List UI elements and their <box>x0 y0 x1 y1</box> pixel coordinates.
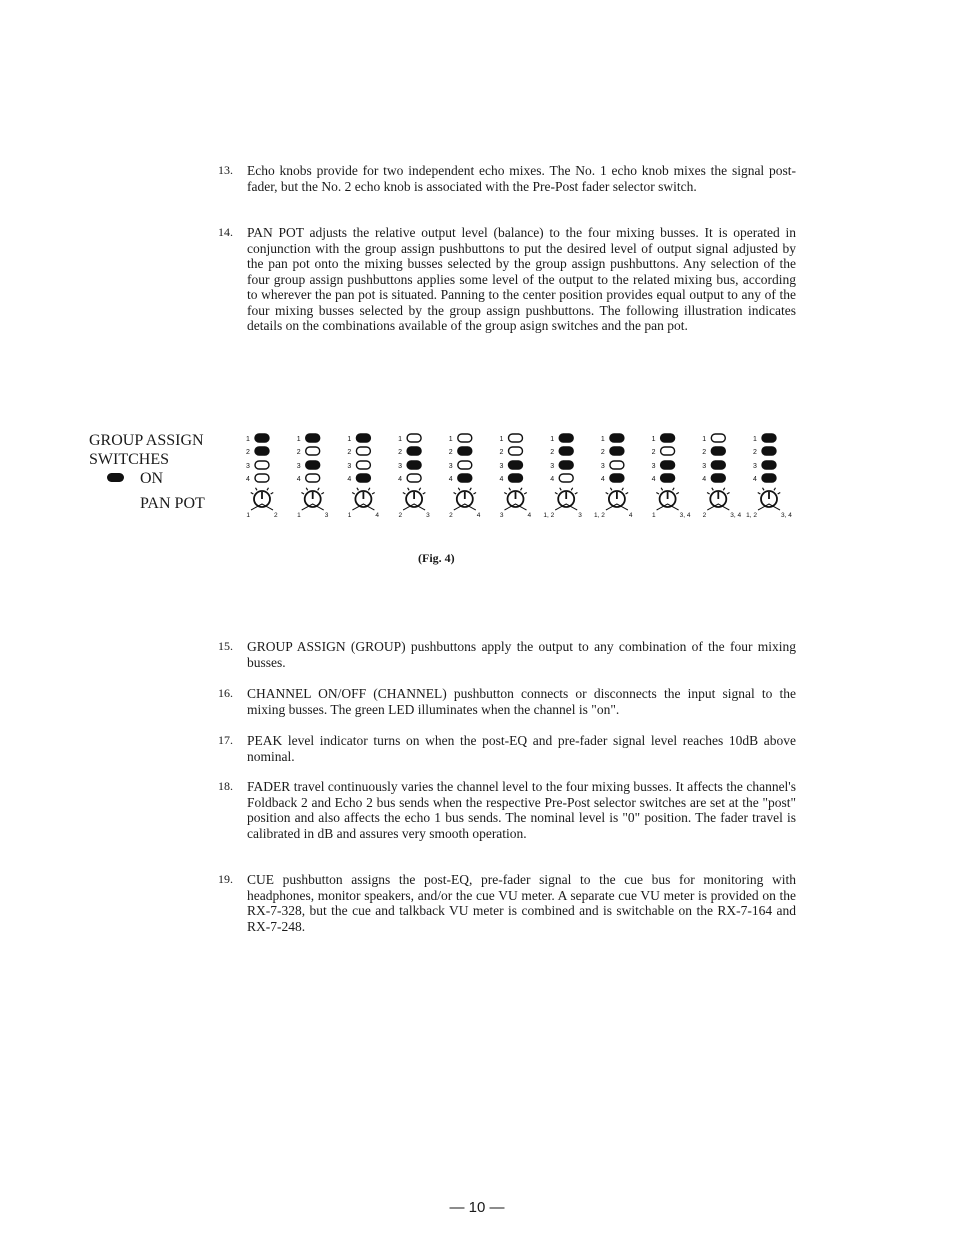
group-switch-on <box>610 434 624 442</box>
item-number: 13. <box>218 163 233 177</box>
group-switch-on <box>255 434 269 442</box>
button-number: 1 <box>246 436 250 443</box>
button-number: 4 <box>550 476 555 483</box>
button-number: 3 <box>296 463 301 470</box>
group-switch-off <box>306 447 320 455</box>
button-number: 4 <box>753 476 757 483</box>
item-number: 15. <box>218 639 233 653</box>
button-number: 3 <box>600 463 605 470</box>
button-number: 3 <box>448 463 453 470</box>
group-switch-off <box>661 447 675 455</box>
group-switch-off <box>610 461 624 469</box>
button-number: 3 <box>550 463 555 470</box>
pan-pot-tick <box>723 488 725 491</box>
pan-pot-tick <box>403 493 406 495</box>
button-number: 4 <box>398 476 403 483</box>
legend-line-2: SWITCHES <box>89 451 169 468</box>
pan-right-label: 3, 4 <box>679 512 691 519</box>
button-number: 3 <box>753 463 757 470</box>
button-number: 2 <box>246 449 250 456</box>
pan-left-label: 1 <box>347 512 352 519</box>
pan-pot-tick <box>504 493 507 495</box>
pan-pot-tick <box>575 493 578 495</box>
group-switch-off <box>559 474 573 482</box>
pan-pot-tick <box>763 488 765 491</box>
group-switch-off <box>356 461 370 469</box>
item-number: 17. <box>218 733 233 747</box>
button-number: 1 <box>398 436 403 443</box>
pan-pot-tick <box>676 493 679 495</box>
pan-pot-tick <box>357 488 359 491</box>
pan-right-label: 4 <box>375 512 380 519</box>
pan-pot-tick <box>774 488 776 491</box>
group-switch-on <box>306 434 320 442</box>
pan-pot-tick <box>521 488 523 491</box>
pan-pot-tick <box>626 493 629 495</box>
button-number: 2 <box>499 449 504 456</box>
button-number: 1 <box>753 436 757 443</box>
button-number: 2 <box>651 449 656 456</box>
pan-pot-tick <box>454 493 457 495</box>
pan-left-label: 2 <box>702 512 707 519</box>
pan-pot-tick <box>610 488 612 491</box>
item-13 <box>218 163 796 194</box>
pan-pot-tick <box>256 488 258 491</box>
group-switch-off <box>255 474 269 482</box>
item-number: 18. <box>218 779 233 793</box>
group-switch-off <box>458 461 472 469</box>
button-number: 4 <box>702 476 707 483</box>
item-text: CHANNEL ON/OFF (CHANNEL) pushbutton connects or disconnects the input signal to the mixing busses. The green LED illuminates when the channel is "on". <box>247 686 796 717</box>
legend-group-assign <box>89 431 204 469</box>
button-number: 2 <box>398 449 403 456</box>
button-number: 3 <box>398 463 403 470</box>
group-switch-on <box>458 474 472 482</box>
pan-pot-tick <box>622 488 624 491</box>
button-number: 3 <box>246 463 250 470</box>
group-switch-off <box>711 434 725 442</box>
pan-right-label: 3 <box>578 512 582 519</box>
group-switch-on <box>255 447 269 455</box>
item-text: PAN POT adjusts the relative output level (balance) to the four mixing busses. It is operated in conjunction with the group assign pushbuttons to put the desired level of output signal adjusted by the pan pot onto the mixing busses selected by the group assign pushbuttons. Any selection of the four group assign pushbuttons applies some level of the output to the related mixing bus, according to wherever the pan pot is situated. Panning to the center position provides equal output to any of the four mixing busses selected by the group assign pushbuttons. The following illustration indicates details on the combinations available of the group asign switches and the pan pot. <box>247 225 796 333</box>
pan-pot-tick <box>419 488 421 491</box>
pan-pot-tick <box>318 488 320 491</box>
pan-pot-tick <box>712 488 714 491</box>
group-switch-on <box>762 447 776 455</box>
group-switch-on <box>306 461 320 469</box>
button-number: 3 <box>651 463 656 470</box>
pan-pot-tick <box>458 488 460 491</box>
pan-right-label: 4 <box>628 512 633 519</box>
group-switch-off <box>509 434 523 442</box>
group-switch-on <box>559 447 573 455</box>
pan-right-label: 3 <box>426 512 430 519</box>
group-switch-on <box>356 474 370 482</box>
button-number: 1 <box>347 436 352 443</box>
item-number: 19. <box>218 872 233 886</box>
pan-pot-tick <box>661 488 663 491</box>
legend-pan-pot: PAN POT <box>140 495 205 512</box>
pan-left-label: 1, 2 <box>594 512 605 519</box>
group-switch-on <box>762 461 776 469</box>
pan-pot-tick <box>555 493 558 495</box>
pan-left-label: 2 <box>398 512 403 519</box>
button-number: 4 <box>499 476 504 483</box>
button-number: 2 <box>550 449 555 456</box>
item-number: 16. <box>218 686 233 700</box>
pan-right-label: 3, 4 <box>730 512 742 519</box>
button-number: 4 <box>448 476 453 483</box>
button-number: 4 <box>651 476 656 483</box>
item-text: FADER travel continuously varies the channel level to the four mixing busses. It affects the channel's Foldback 2 and Echo 2 bus sends when the respective Pre-Post selector switches are set at the "post" position and also affects the echo 1 bus sends. The nominal level is "0" position. The fader travel is calibrated in dB and assures very smooth operation. <box>247 779 796 841</box>
group-switch-on <box>559 434 573 442</box>
group-switch-on <box>356 434 370 442</box>
group-switch-off <box>407 434 421 442</box>
pan-pot-tick <box>372 493 375 495</box>
button-number: 4 <box>600 476 605 483</box>
pan-pot-tick <box>673 488 675 491</box>
pan-right-label: 2 <box>274 512 278 519</box>
pan-left-label: 1 <box>651 512 656 519</box>
button-number: 1 <box>702 436 707 443</box>
pan-pot-tick <box>368 488 370 491</box>
button-number: 2 <box>448 449 453 456</box>
group-switch-on <box>559 461 573 469</box>
pan-right-label: 4 <box>476 512 481 519</box>
button-number: 3 <box>702 463 707 470</box>
pan-pot-tick <box>271 493 274 495</box>
pan-left-label: 1, 2 <box>746 512 757 519</box>
pan-pot-tick <box>306 488 308 491</box>
button-number: 2 <box>296 449 301 456</box>
button-number: 2 <box>753 449 757 456</box>
pan-pot-tick <box>606 493 609 495</box>
pan-pot-tick <box>758 493 761 495</box>
pan-pot-tick <box>524 493 527 495</box>
pan-pot-tick <box>560 488 562 491</box>
group-switch-on <box>762 474 776 482</box>
group-switch-off <box>356 447 370 455</box>
pan-pot-tick <box>423 493 426 495</box>
group-switch-on <box>711 461 725 469</box>
pan-left-label: 2 <box>449 512 453 519</box>
group-switch-on <box>509 474 523 482</box>
pan-pot-tick <box>509 488 511 491</box>
pan-pot-tick <box>251 493 254 495</box>
item-14 <box>218 225 796 334</box>
group-switch-on <box>610 447 624 455</box>
pan-left-label: 1, 2 <box>543 512 555 519</box>
pan-right-label: 3, 4 <box>781 512 792 519</box>
pan-right-label: 4 <box>527 512 532 519</box>
item-text: CUE pushbutton assigns the post-EQ, pre-fader signal to the cue bus for monitoring with headphones, monitor speakers, and/or the cue VU meter. A separate cue VU meter is provided on the RX-7-328, but the cue and talkback VU meter is combined and is switchable on the RX-7-164 and RX-7-248. <box>247 872 796 934</box>
pan-pot-tick <box>571 488 573 491</box>
pan-left-label: 1 <box>297 512 301 519</box>
item-text: PEAK level indicator turns on when the post-EQ and pre-fader signal level reaches 10dB above nominal. <box>247 733 796 764</box>
item-17 <box>218 733 796 764</box>
figure-caption: (Fig. 4) <box>418 551 455 565</box>
pan-pot-tick <box>473 493 476 495</box>
on-indicator-icon <box>107 473 124 482</box>
button-number: 1 <box>550 436 555 443</box>
group-switch-on <box>661 461 675 469</box>
item-15 <box>218 639 796 670</box>
group-switch-on <box>711 474 725 482</box>
pan-pot-tick <box>408 488 410 491</box>
pan-pot-tick <box>470 488 472 491</box>
button-number: 1 <box>296 436 301 443</box>
item-19 <box>218 872 796 934</box>
button-number: 4 <box>296 476 301 483</box>
legend-line-1: GROUP ASSIGN <box>89 432 204 449</box>
group-switch-on <box>407 447 421 455</box>
group-switch-on <box>509 461 523 469</box>
item-18 <box>218 779 796 841</box>
group-switch-on <box>610 474 624 482</box>
button-number: 1 <box>600 436 605 443</box>
item-text: Echo knobs provide for two independent echo mixes. The No. 1 echo knob mixes the signal post-fader, but the No. 2 echo knob is associated with the Pre-Post fader selector switch. <box>247 163 796 194</box>
item-16 <box>218 686 796 717</box>
group-switch-on <box>762 434 776 442</box>
group-switch-off <box>255 461 269 469</box>
pan-left-label: 3 <box>499 512 504 519</box>
group-switch-off <box>407 474 421 482</box>
group-switch-off <box>306 474 320 482</box>
group-switch-on <box>711 447 725 455</box>
group-switch-on <box>407 461 421 469</box>
page-number: — 10 — <box>449 1199 505 1216</box>
pan-pot-tick <box>656 493 659 495</box>
button-number: 1 <box>448 436 453 443</box>
group-switch-off <box>509 447 523 455</box>
group-switch-on <box>661 474 675 482</box>
button-number: 3 <box>499 463 504 470</box>
group-switch-off <box>458 434 472 442</box>
button-number: 2 <box>600 449 605 456</box>
button-number: 1 <box>499 436 504 443</box>
pan-pot-tick <box>352 493 355 495</box>
legend-on: ON <box>140 470 164 487</box>
button-number: 1 <box>651 436 656 443</box>
button-number: 3 <box>347 463 352 470</box>
pan-pot-tick <box>301 493 304 495</box>
pan-pot-tick <box>321 493 324 495</box>
button-number: 2 <box>702 449 707 456</box>
pan-pot-tick <box>727 493 730 495</box>
button-number: 4 <box>246 476 250 483</box>
button-number: 2 <box>347 449 352 456</box>
pan-pot-tick <box>778 493 781 495</box>
pan-right-label: 3 <box>324 512 329 519</box>
group-switch-on <box>661 434 675 442</box>
pan-pot-tick <box>707 493 710 495</box>
button-number: 4 <box>347 476 352 483</box>
pan-left-label: 1 <box>246 512 250 519</box>
pan-pot-tick <box>267 488 269 491</box>
group-assign-diagram <box>240 428 800 522</box>
item-text: GROUP ASSIGN (GROUP) pushbuttons apply the output to any combination of the four mixing busses. <box>247 639 796 670</box>
group-switch-on <box>458 447 472 455</box>
item-number: 14. <box>218 225 233 239</box>
